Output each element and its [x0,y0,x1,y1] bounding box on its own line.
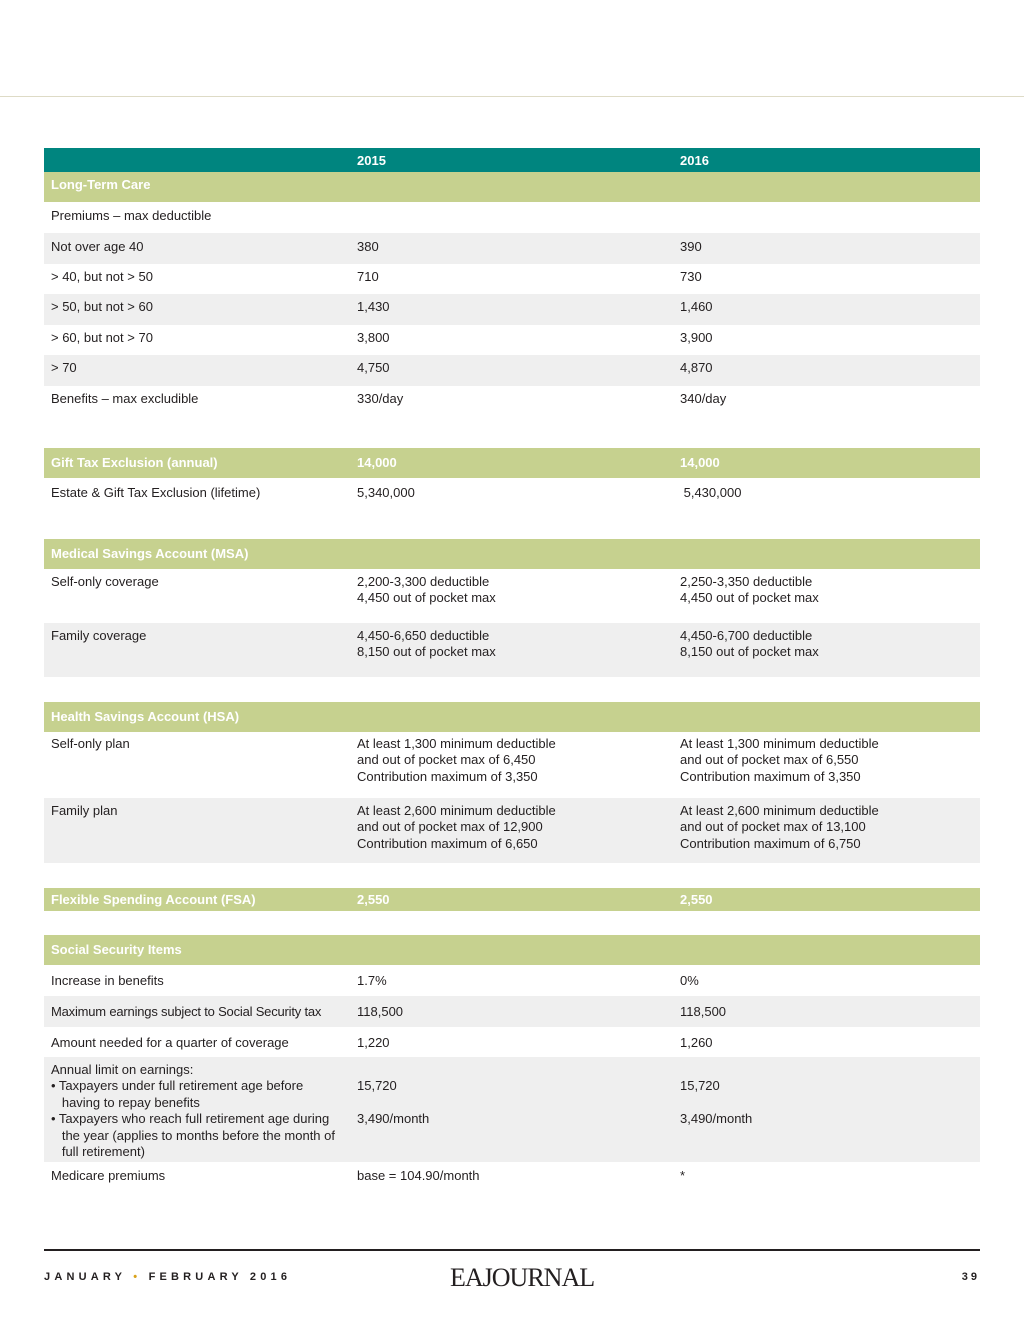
value-2016: 2,250-3,350 deductible 4,450 out of pocket max [680,574,819,606]
value-2015: 1.7% [357,973,387,988]
value-2016-reach-age: 3,490/month [680,1111,753,1126]
value-2016: 1,460 [680,299,713,314]
value-2015: 118,500 [357,1004,404,1019]
table-row [44,202,980,233]
value-2015-under-age: 15,720 [357,1078,397,1093]
value-2015: At least 2,600 minimum deductible and out of pocket max of 12,900 Contribution maximum of 6,650 [357,803,556,851]
value-2016: 4,450-6,700 deductible 8,150 out of pocket max [680,628,819,660]
table-row [44,294,980,325]
value-2015: 380 [357,239,379,254]
row-label: > 70 [51,360,77,375]
value-2015: 2,550 [357,892,390,907]
value-2016: 3,900 [680,330,713,345]
table-row [44,569,980,623]
table-row [44,478,980,509]
row-label: Maximum earnings subject to Social Security tax [51,1004,322,1019]
table-row [44,965,980,996]
table-row [44,798,980,863]
value-2016: 340/day [680,391,727,406]
value-2016: 118,500 [680,1004,727,1019]
value-2016: 2,550 [680,892,713,907]
value-2015: 710 [357,269,379,284]
section-title: Long-Term Care [51,177,151,192]
section-title: Medical Savings Account (MSA) [51,546,249,561]
value-2015: base = 104.90/month [357,1168,480,1183]
table-row [44,1027,980,1057]
value-2016: 390 [680,239,702,254]
issue-month-1: JANUARY [44,1271,126,1283]
row-label: Family coverage [51,628,147,643]
issue-month-2: FEBRUARY 2016 [148,1271,292,1283]
value-2015: 4,450-6,650 deductible 8,150 out of pocket max [357,628,496,660]
row-label: > 40, but not > 50 [51,269,153,284]
section-social-security [44,935,980,965]
value-2015: 4,750 [357,360,390,375]
value-2016: 730 [680,269,702,284]
value-2015: 3,800 [357,330,390,345]
table-row [44,325,980,355]
row-label: > 50, but not > 60 [51,299,153,314]
value-2015: 1,220 [357,1035,390,1050]
section-hsa [44,702,980,732]
value-2016: 4,870 [680,360,713,375]
row-label: Medicare premiums [51,1168,166,1183]
footer-rule [44,1249,980,1251]
header-2015: 2015 [357,153,386,168]
table-row [44,264,980,294]
table-row [44,732,980,798]
section-title: Flexible Spending Account (FSA) [51,892,256,907]
row-label: Self-only coverage [51,574,159,589]
value-2016: 5,430,000 [680,485,742,500]
section-title: Health Savings Account (HSA) [51,709,240,724]
value-2015: 5,340,000 [357,485,415,500]
value-2016: At least 2,600 minimum deductible and out of pocket max of 13,100 Contribution maximum of 6,750 [680,803,879,851]
row-label: Benefits – max excludible [51,391,199,406]
value-2015: At least 1,300 minimum deductible and out of pocket max of 6,450 Contribution maximum of 3,350 [357,736,556,784]
value-2016: 1,260 [680,1035,713,1050]
section-gift-tax [44,448,980,478]
table-row [44,1057,980,1162]
row-label: > 60, but not > 70 [51,330,153,345]
header-2016: 2016 [680,153,709,168]
table-row [44,623,980,677]
row-label: Amount needed for a quarter of coverage [51,1035,289,1050]
value-2016-under-age: 15,720 [680,1078,720,1093]
section-long-term-care [44,172,980,202]
table-row [44,1162,980,1188]
row-label: Annual limit on earnings: • Taxpayers under full retirement age before having to repay benefits • Taxpayers who reach full retirement age during the year (applies to months before the month of full retirement) [51,1062,335,1160]
section-title: Social Security Items [51,942,182,957]
value-2015: 14,000 [357,455,397,470]
section-msa [44,539,980,569]
value-2016: 14,000 [680,455,720,470]
section-title: Gift Tax Exclusion (annual) [51,455,218,470]
table-row [44,355,980,386]
value-2016: 0% [680,973,699,988]
page-number: 39 [961,1271,980,1283]
row-label: Increase in benefits [51,973,164,988]
row-label: Not over age 40 [51,239,144,254]
top-rule [0,96,1024,97]
value-2015: 330/day [357,391,404,406]
table-row [44,386,980,416]
row-label: Self-only plan [51,736,130,751]
table-row [44,996,980,1027]
value-2015: 2,200-3,300 deductible 4,450 out of pocket max [357,574,496,606]
section-fsa [44,888,980,911]
journal-logo: EAJOURNAL [450,1263,595,1292]
value-2016: * [680,1168,686,1183]
table-row [44,233,980,264]
issue-separator: • [133,1271,142,1283]
issue-date [44,1271,291,1283]
table-header [44,148,980,172]
value-2016: At least 1,300 minimum deductible and out of pocket max of 6,550 Contribution maximum of 3,350 [680,736,879,784]
value-2015-reach-age: 3,490/month [357,1111,430,1126]
row-label: Family plan [51,803,118,818]
value-2015: 1,430 [357,299,390,314]
row-label: Estate & Gift Tax Exclusion (lifetime) [51,485,261,500]
row-label: Premiums – max deductible [51,208,212,223]
